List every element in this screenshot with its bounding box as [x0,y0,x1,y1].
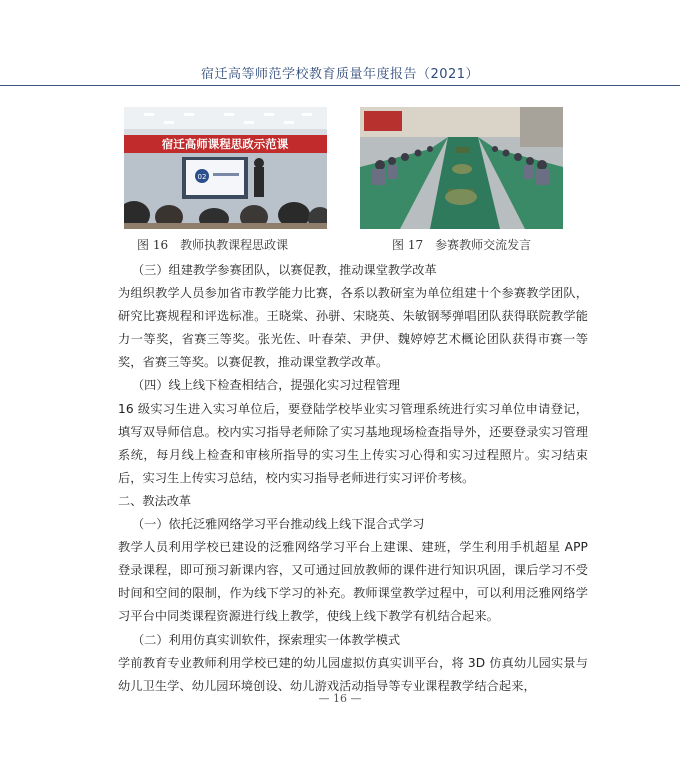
section-heading: （一）依托泛雅网络学习平台推动线上线下混合式学习 [132,517,425,532]
section-paragraph: 16 级实习生进入实习单位后，要登陆学校毕业实习管理系统进行实习单位申请登记，填写双导师信息。校内实习指导老师除了实习基地现场检查指导外，还要登录实习管理系统，每月线上检查和审核所指导的实习生上传实习心得和实习过程照片。实习结束后，实习生上传实习总结，校内实习指导老师进行实习评价考核。 [118,401,588,485]
report-header-title: 宿迁高等师范学校教育质量年度报告（2021） [200,67,480,82]
section-heading: （四）线上线下检查相结合，提强化实习过程管理 [132,378,401,393]
section-heading: （三）组建教学参赛团队，以赛促教，推动课堂教学改革 [132,263,437,277]
section-paragraph: 为组织教学人员参加省市教学能力比赛，各系以教研室为单位组建十个参赛教学团队，研究比赛规程和评选标准。王晓棠、孙骈、宋晓英、朱敏钢琴弹唱团队获得联院教学能力一等奖，省赛三等奖。张光佐、叶春荣、尹伊、魏婷婷艺术概论团队获得市赛一等奖，省赛三等奖。以赛促教，推动课堂教学改革。 [118,286,588,370]
page-number: — 16 — [318,692,362,705]
figure-17-photo [360,107,563,229]
figure-16-caption: 图 16 教师执教课程思政课 [137,238,289,252]
section-heading: （二）利用仿真实训软件，探索理实一体教学模式 [132,632,401,647]
classroom-photo-illustration [124,107,327,229]
report-body [118,259,588,698]
chapter-heading: 二、教法改革 [118,493,192,508]
section-paragraph: 教学人员利用学校已建设的泛雅网络学习平台上建课、建班，学生利用手机超星 APP 登录课程，即可预习新课内容，又可通过回放教师的课件进行知识巩固，课后学习不受时间和空间的限制，作为线下学习的补充。教师课堂教学过程中，可以利用泛雅网络学习平台中同类课程资源进行线上教学，使线上线下教学有机结合起来。 [118,540,588,624]
figure-16-photo [124,107,327,229]
header-divider [0,85,680,86]
meeting-photo-illustration [360,107,563,229]
figure-17-caption: 图 17 参赛教师交流发言 [392,238,532,252]
section-paragraph: 学前教育专业教师利用学校已建的幼儿园虚拟仿真实训平台，将 3D 仿真幼儿园实景与幼儿卫生学、幼儿园环境创设、幼儿游戏活动指导等专业课程教学结合起来， [118,655,588,693]
screen-number: 02 [197,173,207,181]
classroom-banner-text: 宿迁高师课程思政示范课 [161,137,289,151]
